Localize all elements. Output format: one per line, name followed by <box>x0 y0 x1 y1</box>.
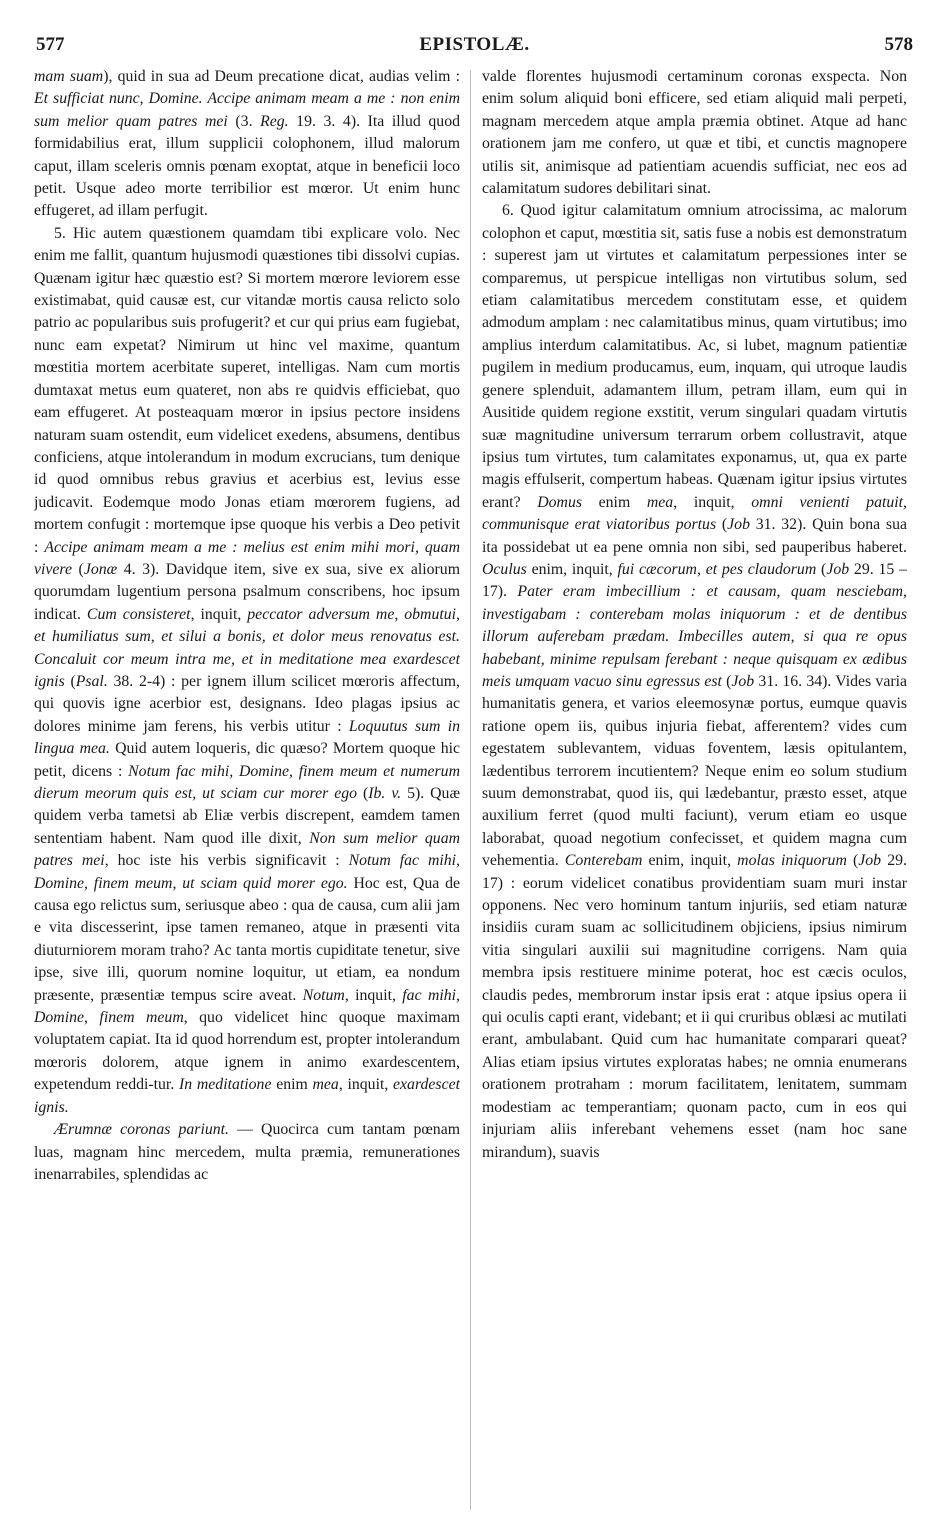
text-run: 29. 15 – 17). <box>482 560 907 601</box>
italic-run: Conterebam <box>564 852 643 870</box>
text-run: ( <box>72 560 84 578</box>
italic-run: fac mihi, Domine, finem meum <box>34 986 460 1027</box>
text-run: 29. 17) : eorum videlicet conatibus providentiam suam muri instar opponens. Nec vero hominum tantum injuriis, sed etiam naturæ insidiis curam suam ac sollicitudinem objiciens, ipsius nimirum vitia singulari auxilii sui magnitudine corrigens. Nam quia membra ipsis restituere minime poterat, hoc est cæcis oculos, claudis pedes, membrorum instar ipsis erat : atque ipsius opera ii qui oculis capti erant, videbant; et ii qui cruribus oblæsi ac mutilati erant, ambulabant. Quid cum hac humanitate comparari queat? Alias etiam ipsius virtutes exploratas habes; ne omnia enumerans orationem protraham : morum facilitatem, lenitatem, summam modestiam ac temperantiam; quonam pacto, cum in eos qui injuriam aliis inferebant vehemens esset (nam hoc sane mirandum), suavis <box>482 852 907 1161</box>
page-number-left: 577 <box>36 34 65 55</box>
italic-run: Ærumnæ coronas pariunt. <box>54 1121 229 1139</box>
text-run: 6. Quod igitur calamitatum omnium atrocissima, ac malorum colophon et caput, mœstitia sit, satis fuse a nobis est demonstratum : superest jam ut virtutes et calamitatum perpessiones inter se comparemus, ut perspicue intelligas non virtutibus solum, sed etiam calamitatibus mercedem constitutam esse, et quidem admodum amplam : nec calamitatibus minus, quam virtutibus; imo amplius interdum calamitatibus. Ac, si lubet, magnum patientiæ pugilem in medium producamus, eum, inquam, qui utroque laudis genere splenduit, adamantem illum, petram illam, eum qui in Ausitide quidem regione exstitit, verum singulari quadam virtutis suæ magnitudine universum terrarum orbem collustravit, atque ipsius tum virtutes, tum calamitates exponamus, ut, qua ex parte magis effulserit, compertum habeas. Quænam igitur ipsius virtutes erant? <box>482 202 907 511</box>
italic-run: In meditatione <box>179 1076 272 1094</box>
text-run: ( <box>64 672 76 690</box>
text-run: ), quid in sua ad Deum precatione dicat, audias velim : <box>103 68 460 85</box>
italic-run: Cum consisteret <box>86 605 191 623</box>
paragraph <box>34 66 460 223</box>
text-run: (3. <box>227 112 261 130</box>
text-run: , quo videlicet hinc quoque maximam voluptatem capiat. Ita id quod horrendum est, propter intolerandum mœroris dolorem, atque ignem in animo exardescentem, expetendum reddi-tur. <box>34 1009 460 1094</box>
text-run: Hoc est, Qua de causa ego relictus sum, seriusque abeo : qua de causa, cum alii jam e vita discesserint, ipse tamen remaneo, atque in præsenti vita diuturniorem moram traho? Ac tanta mortis cupiditate tenetur, sive ipse, sive illi, quorum nomine loquitur, ut etiam, ea nondum præsente, præsentiæ tempus scire aveat. <box>34 874 460 1004</box>
text-run: 4. 3). Davidque item, sive ex sua, sive ex aliorum quorumdam lugentium persona psalmum conscribens, hoc ipsum indicat. <box>34 560 460 623</box>
text-run: 19. 3. 4). Ita illud quod formidabilius erat, illum supplicii colophonem, illud malorum caput, illam sceleris omnis pœnam exoptat, atque in beneficii loco petit. Usque adeo morte terribilior est mœror. Ut enim hunc effugeret, ad illam perfugit. <box>34 112 460 220</box>
italic-run: Accipe animam meam a me : melius est enim mihi mori, quam vivere <box>34 538 460 578</box>
text-run: ( <box>846 852 859 870</box>
italic-run: Notum fac mihi, Domine, finem meum, ut sciam quid morer ego. <box>34 852 460 892</box>
text-run: , inquit, <box>190 605 248 623</box>
paragraph <box>34 1119 460 1186</box>
italic-run: Psal. <box>75 672 108 690</box>
text-run: 5. Hic autem quæstionem quamdam tibi explicare volo. Nec enim me fallit, quantum hujusmodi quæstiones tibi dissolvi cupias. Quænam igitur hæc quæstio est? Si mortem mœrore leviorem esse existimabat, quid causæ est, cur vitandæ mortis causa relicto solo patrio ac popularibus suis profugerit? et cur qui prius eam fugiebat, nunc eam expetat? Nimirum ut hinc vel maxime, quantum mœstitia mortem acerbitate superet, intelligas. Nam cum mortis dumtaxat metus eum quateret, non abs re quidvis efficiebat, quo eam effugeret. At posteaquam mœror in ipsius pectore insidens naturam suam ostendit, eum videlicet exedens, absumens, dentibus conficiens, atque intolerandum in modum excrucians, tum denique id quod omnibus rebus gravius et acerbius est, levius esse judicavit. Eodemque modo Jonas etiam mœrorem fugiens, ad mortem confugit : mortemque ipse quoque his verbis a Deo petivit : <box>34 224 460 556</box>
right-column <box>482 66 907 1520</box>
text-run: enim, inquit, <box>526 560 618 578</box>
italic-run: mam suam <box>34 68 104 85</box>
italic-run: Loquutus sum in lingua mea. <box>34 717 460 758</box>
text-run: enim <box>271 1076 313 1094</box>
italic-run: Job <box>826 560 850 578</box>
italic-run: Job <box>858 852 882 870</box>
text-run: ( <box>357 785 369 802</box>
text-run: Quid autem loqueris, dic quæso? Mortem quoque hic petit, dicens : <box>34 740 460 780</box>
text-run: , inquit, <box>344 986 403 1004</box>
italic-run: fui cæcorum, et pes claudorum <box>617 560 817 578</box>
left-column <box>34 66 460 1520</box>
paragraph <box>34 223 460 1119</box>
text-run: ( <box>721 672 732 690</box>
italic-run: mea <box>646 493 674 511</box>
page-number-right: 578 <box>884 34 913 55</box>
text-run: enim, inquit, <box>642 852 738 870</box>
italic-run: omni venienti patuit, communisque erat viatoribus portus <box>482 493 907 534</box>
text-run: enim <box>582 493 647 511</box>
text-run: 5). Quæ quidem verba tametsi ab Eliæ verbis discrepent, eamdem tamen sententiam habent. Nam quod ille dixit, <box>34 785 460 847</box>
paragraph <box>482 66 907 200</box>
text-run: 31. 16. 34). Vides varia humanitatis genera, et varios eleemosynæ portus, eumque quavis ratione opem iis, quibus injuria fiebat, afferentem? vides cum egestatem sublevantem, viduas foventem, læsis opitulantem, lædentibus terrorem incutientem? Neque enim eo solum studium suum demonstrabat, quod iis, qui lædebantur, præsto esset, atque auxilium ferret (quod multi faciunt), verum etiam eo usque laborabat, quoad negotium confecisset, et quidem magna cum vehementia. <box>482 672 907 870</box>
italic-run: Ib. v. <box>368 785 402 802</box>
italic-run: Notum fac mihi, Domine, finem meum et numerum dierum meorum quis est, ut sciam cur morer ego <box>34 762 460 802</box>
italic-run: mea <box>312 1076 339 1094</box>
italic-run: Reg. <box>260 112 289 130</box>
italic-run: Oculus <box>482 560 527 578</box>
italic-run: Domus <box>537 493 582 511</box>
text-run: ( <box>816 560 827 578</box>
text-run: 38. 2-4) : per ignem illum scilicet mœroris affectum, qui quovis igne acerbior est, designans. Ideo plagas ipsius ac dolores minime jam ferens, his verbis utitur : <box>34 672 460 735</box>
text-run: valde florentes hujusmodi certaminum coronas exspecta. Non enim solum aliquid boni efficere, sed etiam aliquid mali perpeti, magnam mercedem atque ampla præmia obtinet. Atque ad hanc orationem jam me confero, ut quæ et tibi, et cunctis magnopere utilis sit, animisque ad patientiam acuendis sufficiat, nec eos ad calamitatum sudores debilitari sinat. <box>482 68 907 198</box>
text-run: 31. 32). Quin bona sua ita possidebat ut ea pene omnia non sibi, sed pauperibus haberet. <box>482 516 907 556</box>
text-run: , inquit, <box>673 493 752 511</box>
italic-run: Et sufficiat nunc, Domine. Accipe animam meam a me : non enim sum melior quam patres mei <box>34 90 460 130</box>
italic-run: exardescet ignis. <box>34 1076 460 1116</box>
italic-run: Jonæ <box>83 560 118 578</box>
italic-run: Non sum melior quam patres mei <box>34 829 460 870</box>
running-title: EPISTOLÆ. <box>419 34 530 55</box>
italic-run: molas iniquorum <box>737 852 847 870</box>
running-header <box>36 32 913 58</box>
italic-run: Notum <box>302 986 345 1004</box>
italic-run: Job <box>731 672 755 690</box>
text-run: , inquit, <box>338 1076 394 1094</box>
text-run: — Quocirca cum tantam pœnam luas, magnam hinc mercedem, multa præmia, remunerationes inenarrabiles, splendidas ac <box>34 1121 460 1183</box>
italic-run: Pater eram imbecillium : et causam, quam nesciebam, investigabam : conterebam molas iniquorum : et de dentibus illorum auferebam prædam. Imbecilles autem, si qua re opus habebant, minime repulsam ferebant : neque quisquam ex ædibus meis umquam vacuo sinu egressus est <box>482 583 907 690</box>
paragraph <box>482 200 907 1163</box>
italic-run: peccator adversum me, obmutui, et humiliatus sum, et silui a bonis, et dolor meus renovatus est. Concaluit cor meum intra me, et in meditatione mea exardescet ignis <box>34 605 460 690</box>
text-run: , hoc iste his verbis significavit : <box>104 852 349 870</box>
text-run: ( <box>716 516 728 534</box>
column-divider <box>470 70 471 1510</box>
italic-run: Job <box>727 516 750 534</box>
